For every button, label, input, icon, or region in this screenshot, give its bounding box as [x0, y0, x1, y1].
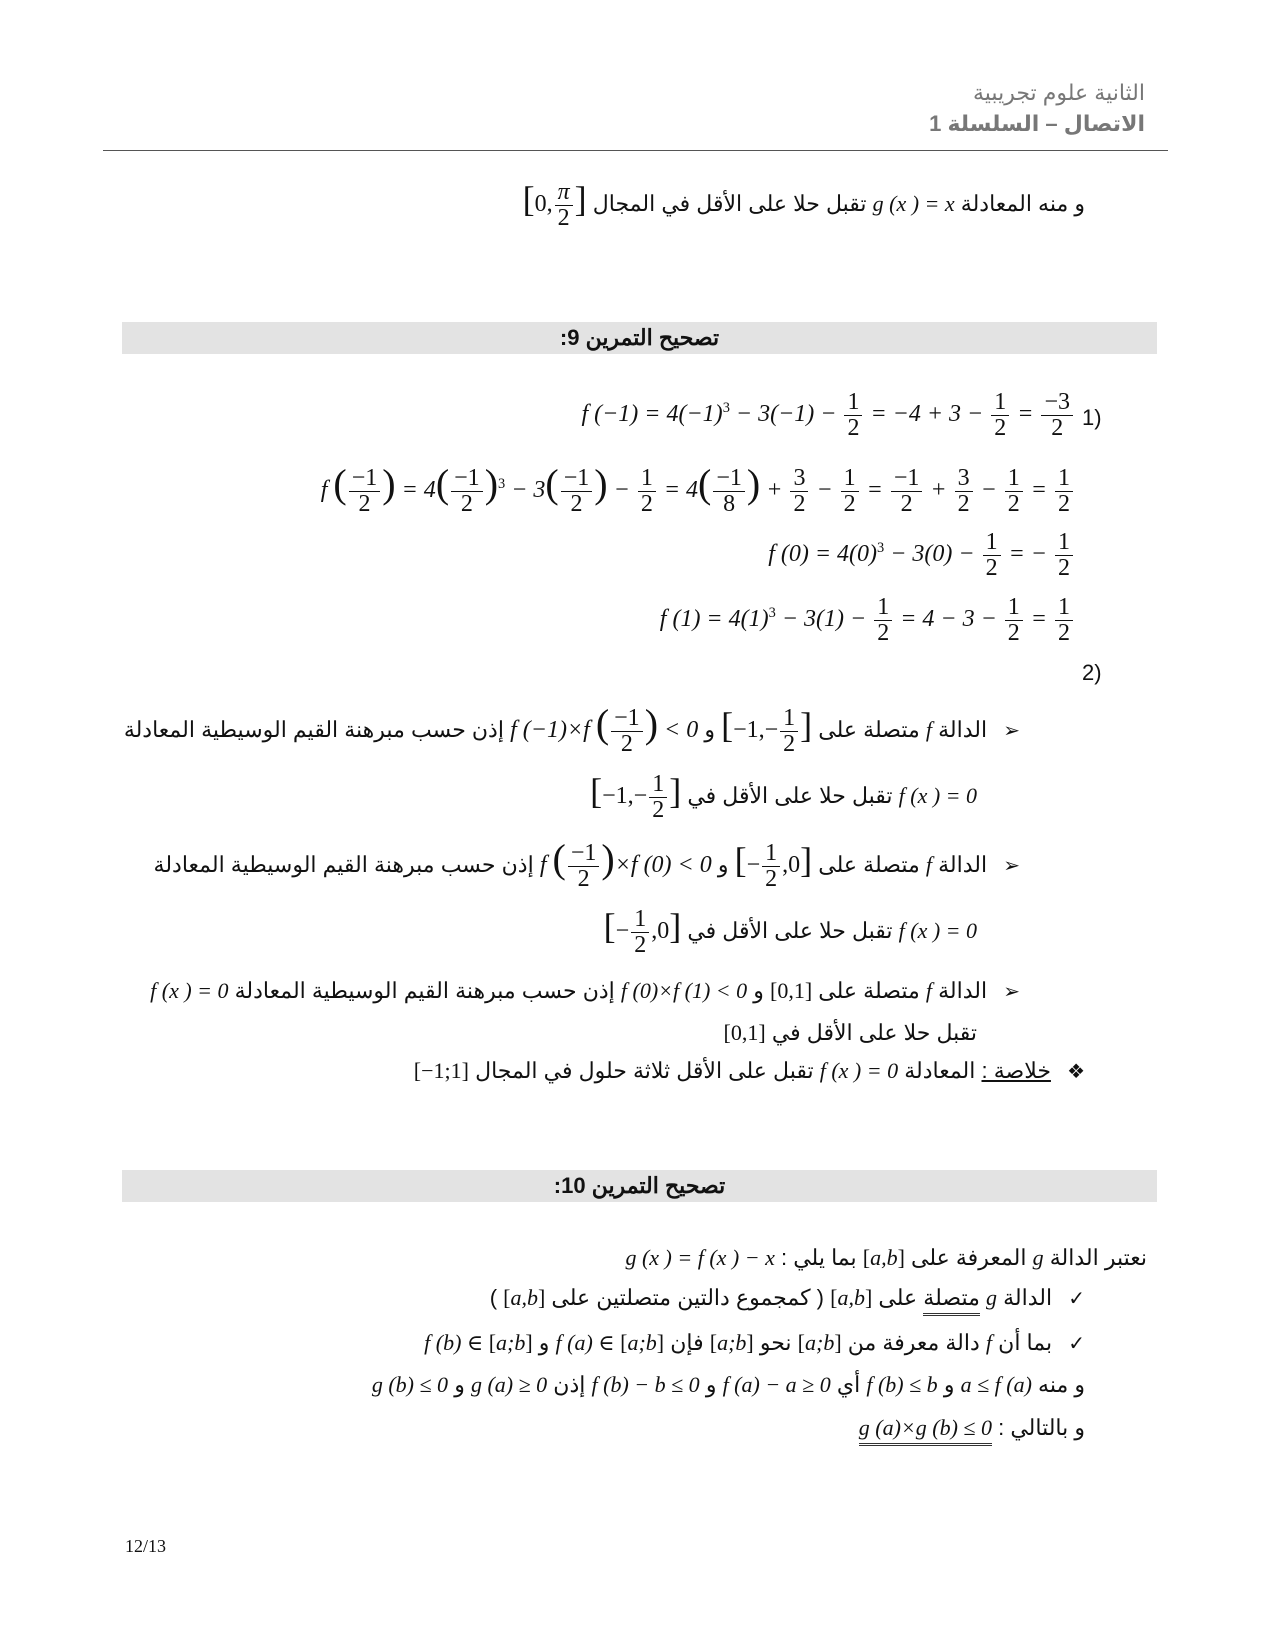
exercise-9-title: تصحيح التمرين 9: — [559, 325, 720, 350]
math-interval-0-1-b: [0,1] — [723, 1020, 766, 1045]
math-fa-minus-a: f (a) − a ≥ 0 — [722, 1372, 831, 1397]
math-interval-a-b: [a;b] — [709, 1330, 754, 1355]
header-divider — [103, 150, 1168, 151]
b3-text-b: متصلة على — [818, 978, 920, 1003]
math-fb-in: f (b) ∈ [a;b] — [424, 1330, 533, 1355]
ex10-line-1 — [625, 1245, 1147, 1271]
ex10-l4-text-a: و منه — [1038, 1372, 1085, 1397]
arrow-bullet-icon: ➢ — [1003, 855, 1020, 877]
math-fx-eq-0: f (x ) = 0 — [898, 918, 977, 943]
conclusion-text-b: تقبل على الأقل ثلاثة حلول في المجال — [475, 1058, 814, 1083]
eq-f-0: f $(0) = 4(0)^3 - 3(0)$ − $\frac{1}{2}$ = − $\frac{1}{2}$ — [768, 530, 1075, 581]
b3-text-a: الدالة — [938, 978, 988, 1003]
exercise-10-band — [122, 1170, 1157, 1202]
math-fb-minus-b: f (b) − b ≤ 0 — [591, 1372, 700, 1397]
math-fx-eq-0: f (x ) = 0 — [898, 783, 977, 808]
diamond-bullet-icon: ❖ — [1067, 1061, 1085, 1083]
page-number: 12/13 — [125, 1536, 167, 1556]
ex10-l4-text-e: إذن — [553, 1372, 586, 1397]
ex10-l5-text-a: و بالتالي : — [998, 1415, 1085, 1440]
ex10-l1-text-b: المعرفة على — [911, 1245, 1027, 1270]
bullet-1-line-1 — [124, 700, 1020, 757]
math-f: f — [925, 852, 932, 877]
math-f: f — [925, 717, 932, 742]
exercise-9-band — [122, 322, 1157, 354]
ex10-l2-text-c: على — [878, 1285, 918, 1310]
continued-statement — [523, 178, 1085, 231]
math-ga-ge-0: g (a) ≥ 0 — [470, 1372, 548, 1397]
math-interval-ab: [a,b] — [830, 1285, 873, 1310]
math-product-3: f (0)×f (1) < 0 — [620, 978, 748, 1003]
b3-text-e: تقبل حلا على الأقل في — [771, 1020, 977, 1045]
arrow-bullet-icon: ➢ — [1003, 720, 1020, 742]
b2-text-b: متصلة على — [818, 852, 920, 877]
ex10-l2-text-a: الدالة — [1003, 1285, 1053, 1310]
math-fx-eq-0: f (x ) = 0 — [150, 978, 229, 1003]
b1-text-c: و — [704, 717, 715, 742]
ex10-l3-text-a: بما أن — [998, 1330, 1053, 1355]
ex10-line-5 — [859, 1415, 1085, 1441]
ex10-l3-text-c: نحو — [759, 1330, 792, 1355]
math-interval-minus1-minus-half: [−1,− $\frac{1}{2}$ ] — [721, 704, 813, 757]
math-interval-0-1: [0,1] — [770, 978, 813, 1003]
math-fx-eq-0: f (x ) = 0 — [819, 1058, 899, 1083]
bullet-1-line-2 — [590, 770, 977, 823]
ex10-l4-text-c: أي — [836, 1372, 861, 1397]
check-icon: ✓ — [1068, 1288, 1085, 1310]
ex10-l4-text-b: و — [943, 1372, 955, 1397]
eq-f-1: f $(1) = 4(1)^3 - 3(1)$ − $\frac{1}{2}$ = 4 − 3 − $\frac{1}{2}$ = $\frac{1}{2}$ — [660, 595, 1075, 646]
math-fa-in: f (a) ∈ [a;b] — [555, 1330, 665, 1355]
math-gx-eq-x: g (x ) = x — [872, 191, 955, 216]
math-interval-minus-half-0-b: [− $\frac{1}{2}$ ,0] — [603, 905, 682, 958]
conclusion-text-a: المعادلة — [904, 1058, 976, 1083]
ex10-l1-text-a: نعتبر الدالة — [1049, 1245, 1147, 1270]
ex10-line-4 — [372, 1372, 1085, 1398]
math-g: g — [986, 1285, 997, 1310]
bullet-3-line-2 — [724, 1020, 977, 1046]
ex10-l3-text-d: فإن — [670, 1330, 704, 1355]
ex10-l2-text-e: ) — [489, 1285, 498, 1310]
eq-f-minus-half: f ( $\frac{-1}{2}$ ) = 4( $\frac{-1}{2}$ )$^3$ − 3( $\frac{-1}{2}$ ) − $\frac{1}{2}$ = 4( $\frac{-1}{8}$ ) + $\frac{3}{2}$ − $\frac{1}{2}$ = $\frac{-1}{2}$ + $\frac{3}{2}$ − $\frac{1}{2}$ = $\frac{1}{2}$ — [321, 460, 1075, 517]
math-a-le-fa: a ≤ f (a) — [960, 1372, 1032, 1397]
b2-text-a: الدالة — [938, 852, 988, 877]
bullet-3-line-1 — [150, 978, 1020, 1004]
math-interval-ab: [a,b] — [503, 1285, 546, 1310]
b3-text-c: و — [753, 978, 764, 1003]
continued-text-b: تقبل حلا على الأقل في المجال — [592, 191, 867, 216]
ex10-l4-text-f: و — [454, 1372, 465, 1397]
math-f: f — [925, 978, 932, 1003]
q2-label: (2 — [1082, 660, 1102, 685]
conclusion-label: خلاصة : — [981, 1058, 1051, 1083]
math-interval-minus1-minus-half-b: [−1,− $\frac{1}{2}$ ] — [590, 770, 682, 823]
math-gx-def: g (x ) = f (x ) − x — [625, 1245, 775, 1270]
math-g: g — [1032, 1245, 1044, 1270]
ex10-l4-text-d: و — [705, 1372, 717, 1397]
arrow-bullet-icon: ➢ — [1003, 981, 1020, 1003]
ex10-l3-text-b: دالة معرفة من — [847, 1330, 980, 1355]
math-interval-minus-half-0: [− $\frac{1}{2}$ ,0] — [734, 839, 813, 892]
math-interval-ab: [a,b] — [862, 1245, 905, 1270]
continued-text-a: و منه المعادلة — [960, 191, 1085, 216]
ex10-l1-text-c: بما يلي : — [781, 1245, 857, 1270]
math-fb-le-b: f (b) ≤ b — [866, 1372, 938, 1397]
math-ga-gb-le-0: g (a)×g (b) ≤ 0 — [859, 1415, 992, 1446]
eq-f-minus1: f $(-1) = 4(-1)^3 - 3(-1)$ − $\frac{1}{2}$ = −4 + 3 − $\frac{1}{2}$ = $\frac{-3}{2}$ — [581, 390, 1075, 441]
header-level: الثانية علوم تجريبية — [973, 80, 1145, 105]
ex10-l3-text-e: و — [538, 1330, 550, 1355]
ex10-l2-text-d: ( كمجموع دالتين متصلتين على — [551, 1285, 824, 1310]
exercise-10-title: تصحيح التمرين 10: — [553, 1173, 726, 1198]
b1-text-b: متصلة على — [818, 717, 920, 742]
math-product-1: f (−1)×f ( $\frac{-1}{2}$ ) < 0 — [510, 701, 699, 757]
q1-label: (1 — [1082, 405, 1102, 430]
math-f: f — [985, 1330, 993, 1355]
b2-text-e: تقبل حلا على الأقل في — [687, 918, 893, 943]
check-icon: ✓ — [1068, 1333, 1085, 1355]
math-gb-le-0: g (b) ≤ 0 — [371, 1372, 449, 1397]
header-series: الاتصال – السلسلة 1 — [929, 111, 1145, 136]
math-interval-0-pi2: [0, $\frac{\pi}{2}$ ] — [522, 178, 587, 231]
ex10-line-2 — [490, 1285, 1085, 1311]
b2-text-d: إذن حسب مبرهنة القيم الوسيطية المعادلة — [153, 852, 534, 877]
b1-text-d: إذن حسب مبرهنة القيم الوسيطية المعادلة — [123, 717, 504, 742]
math-product-2: f ( $\frac{-1}{2}$ )×f (0) < 0 — [539, 836, 712, 892]
b1-text-e: تقبل حلا على الأقل في — [687, 783, 893, 808]
ex10-l2-continuous: متصلة — [923, 1285, 980, 1316]
bullet-2-line-1 — [154, 835, 1020, 892]
ex10-line-3 — [424, 1330, 1085, 1356]
b2-text-c: و — [717, 852, 729, 877]
b1-text-a: الدالة — [938, 717, 988, 742]
bullet-2-line-2 — [604, 905, 977, 958]
math-interval-a-b: [a;b] — [797, 1330, 842, 1355]
conclusion-line — [414, 1058, 1085, 1084]
math-interval-minus1-1: [−1;1] — [413, 1058, 469, 1083]
b3-text-d: إذن حسب مبرهنة القيم الوسيطية المعادلة — [234, 978, 615, 1003]
